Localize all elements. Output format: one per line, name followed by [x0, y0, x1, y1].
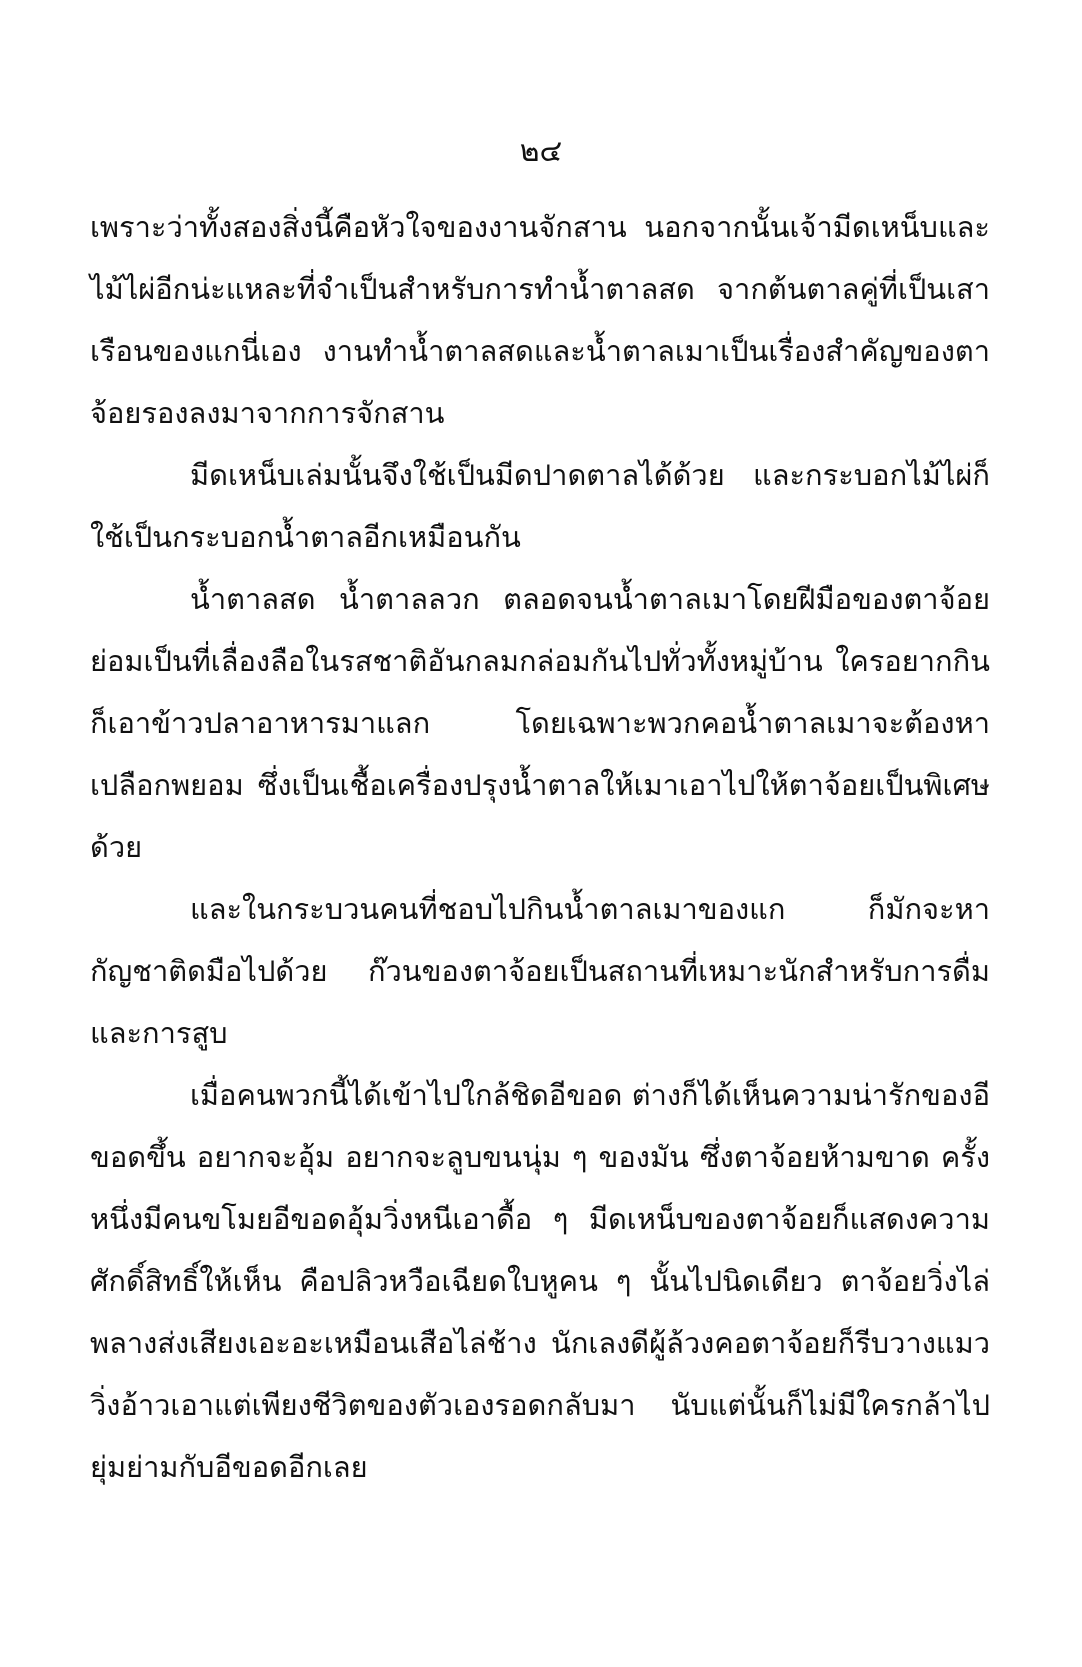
paragraph-5: เมื่อคนพวกนี้ได้เข้าไปใกล้ชิดอีขอด ต่างก็ได้เห็นความน่ารักของอีขอดขึ้น อยากจะอุ้ม อยากจะลูบขนนุ่ม ๆ ของมัน ซึ่งตาจ้อยห้ามขาด ครั้งหนึ่งมีคนขโมยอีขอดอุ้มวิ่งหนีเอาดื้อ ๆ มีดเหน็บของตาจ้อยก็แสดงความศักดิ์สิทธิ์ให้เห็น คือปลิวหวือเฉียดใบหูคน ๆ นั้นไปนิดเดียว ตาจ้อยวิ่งไล่พลางส่งเสียงเอะอะเหมือนเสือไล่ช้าง นักเลงดีผู้ล้วงคอตาจ้อยก็รีบวางแมว วิ่งอ้าวเอาแต่เพียงชีวิตของตัวเองรอดกลับมา นับแต่นั้นก็ไม่มีใครกล้าไปยุ่มย่ามกับอีขอดอีกเลย — [90, 1078, 990, 1484]
paragraph-1: เพราะว่าทั้งสองสิ่งนี้คือหัวใจของงานจักสาน นอกจากนั้นเจ้ามีดเหน็บและไม้ไผ่อีกน่ะแหละที่จำเป็นสำหรับการทำน้ำตาลสด จากต้นตาลคู่ที่เป็นเสาเรือนของแกนี่เอง งานทำน้ำตาลสดและน้ำตาลเมาเป็นเรื่องสำคัญของตาจ้อยรองลงมาจากการจักสาน — [90, 210, 990, 430]
body-text — [90, 196, 990, 1498]
page-number: ๒๔ — [519, 134, 563, 169]
paragraph-3: น้ำตาลสด น้ำตาลลวก ตลอดจนน้ำตาลเมาโดยฝีมือของตาจ้อยย่อมเป็นที่เลื่องลือในรสชาติอันกลมกล่อมกันไปทั่วทั้งหมู่บ้าน ใครอยากกินก็เอาข้าวปลาอาหารมาแลก โดยเฉพาะพวกคอน้ำตาลเมาจะต้องหาเปลือกพยอม ซึ่งเป็นเชื้อเครื่องปรุงน้ำตาลให้เมาเอาไปให้ตาจ้อยเป็นพิเศษด้วย — [90, 582, 990, 864]
paragraph-2: มีดเหน็บเล่มนั้นจึงใช้เป็นมีดปาดตาลได้ด้วย และกระบอกไม้ไผ่ก็ใช้เป็นกระบอกน้ำตาลอีกเหมือนกัน — [90, 458, 990, 554]
paragraph-4: และในกระบวนคนที่ชอบไปกินน้ำตาลเมาของแก ก็มักจะหากัญชาติดมือไปด้วย ก๊วนของตาจ้อยเป็นสถานที่เหมาะนักสำหรับการดื่มและการสูบ — [90, 892, 990, 1050]
